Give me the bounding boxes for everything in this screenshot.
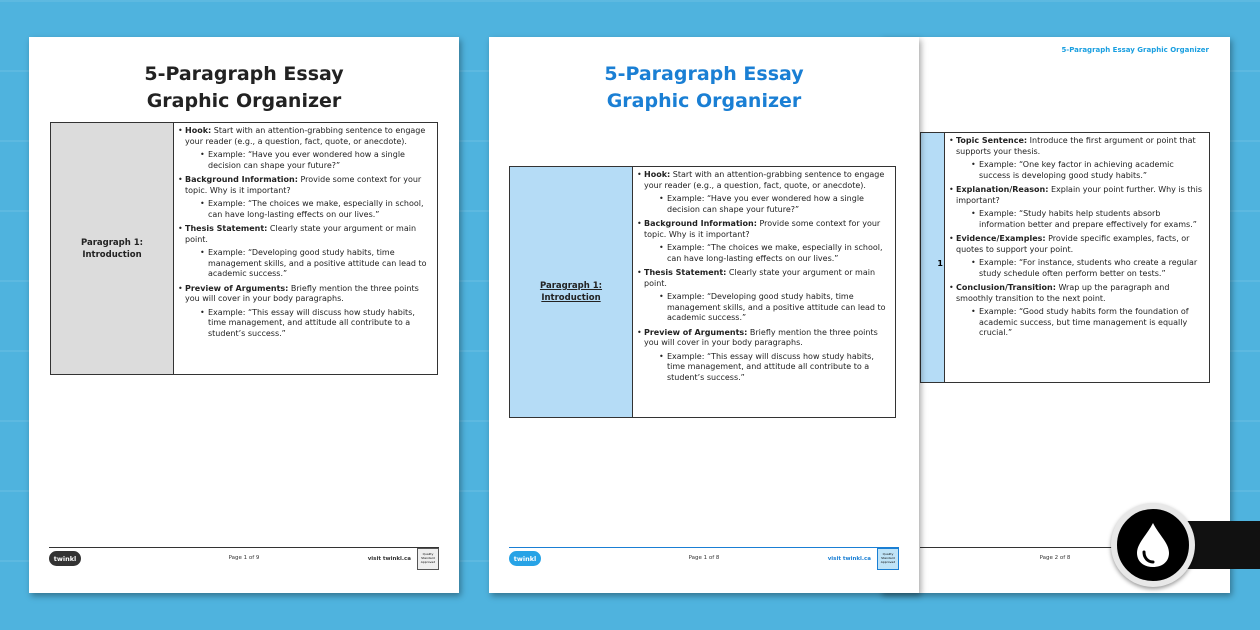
table-label-cell: Paragraph 1: Introduction bbox=[510, 167, 633, 417]
page-number: Page 2 of 8 bbox=[1039, 555, 1071, 561]
example-item: • Example: “For instance, students who create a regular study schedule often perform better on tests.” bbox=[949, 258, 1205, 279]
quality-badge-icon: Quality Standard Approved bbox=[877, 548, 899, 570]
water-drop-icon bbox=[1133, 521, 1173, 569]
example-item: • Example: “This essay will discuss how study habits, time management, and attitude all contribute to a student’s success.” bbox=[178, 308, 433, 340]
table-content-cell bbox=[174, 123, 437, 374]
list-item: • Background Information: Provide some context for your topic. Why is it important? bbox=[637, 219, 891, 240]
list-item: • Evidence/Examples: Provide specific examples, facts, or quotes to support your point. bbox=[949, 234, 1205, 255]
worksheet-page-3 bbox=[880, 37, 1230, 593]
example-item: • Example: “Have you ever wondered how a single decision can shape your future?” bbox=[178, 150, 433, 171]
visit-link: visit twinkl.ca bbox=[827, 556, 871, 562]
list-item: • Hook: Start with an attention-grabbing sentence to engage your reader (e.g., a question, fact, quote, or anecdote). bbox=[637, 170, 891, 191]
example-item: • Example: “Have you ever wondered how a single decision can shape your future?” bbox=[637, 194, 891, 215]
example-item: • Example: “One key factor in achieving academic success is developing good study habits.” bbox=[949, 160, 1205, 181]
page-number: Page 1 of 9 bbox=[228, 555, 260, 561]
example-item: • Example: “The choices we make, especially in school, can have long-lasting effects on our lives.” bbox=[178, 199, 433, 220]
example-item: • Example: “This essay will discuss how study habits, time management, and attitude all contribute to a student’s success.” bbox=[637, 352, 891, 384]
page-number: Page 1 of 8 bbox=[688, 555, 720, 561]
page-title: 5-Paragraph Essay Graphic Organizer bbox=[604, 63, 804, 112]
organizer-table bbox=[50, 122, 438, 375]
worksheet-page-1 bbox=[29, 37, 459, 593]
twinkl-logo: twinkl bbox=[509, 551, 541, 566]
list-item: • Explanation/Reason: Explain your point further. Why is this important? bbox=[949, 185, 1205, 206]
worksheet-page-2 bbox=[489, 37, 919, 593]
quality-badge-icon: Quality Standard Approved bbox=[417, 548, 439, 570]
footer-divider bbox=[509, 547, 899, 548]
visit-link: visit twinkl.ca bbox=[367, 556, 411, 562]
page-header: 5-Paragraph Essay Graphic Organizer bbox=[1061, 46, 1209, 54]
list-item: • Preview of Arguments: Briefly mention the three points you will cover in your body paragraphs. bbox=[637, 328, 891, 349]
organizer-table bbox=[920, 132, 1210, 383]
table-content-cell bbox=[945, 133, 1209, 382]
list-item: • Thesis Statement: Clearly state your argument or main point. bbox=[637, 268, 891, 289]
list-item: • Background Information: Provide some context for your topic. Why is it important? bbox=[178, 175, 433, 196]
example-item: • Example: “Study habits help students absorb information better and prepare effectively for exams.” bbox=[949, 209, 1205, 230]
twinkl-logo: twinkl bbox=[49, 551, 81, 566]
table-content-cell bbox=[633, 167, 895, 417]
page-title: 5-Paragraph Essay Graphic Organizer bbox=[144, 63, 344, 112]
example-item: • Example: “The choices we make, especially in school, can have long-lasting effects on our lives.” bbox=[637, 243, 891, 264]
list-item: • Topic Sentence: Introduce the first argument or point that supports your thesis. bbox=[949, 136, 1205, 157]
table-label-cell: Paragraph 1: Introduction bbox=[51, 123, 174, 374]
list-item: • Thesis Statement: Clearly state your argument or main point. bbox=[178, 224, 433, 245]
example-item: • Example: “Good study habits form the foundation of academic success, but time management is equally crucial.” bbox=[949, 307, 1205, 339]
table-label-cell bbox=[921, 133, 945, 382]
list-item: • Conclusion/Transition: Wrap up the paragraph and smoothly transition to the next point. bbox=[949, 283, 1205, 304]
example-item: • Example: “Developing good study habits, time management skills, and a positive attitude can lead to academic success.” bbox=[637, 292, 891, 324]
drop-tool-button[interactable] bbox=[1111, 503, 1195, 587]
list-item: • Preview of Arguments: Briefly mention the three points you will cover in your body paragraphs. bbox=[178, 284, 433, 305]
organizer-table bbox=[509, 166, 896, 418]
list-item: • Hook: Start with an attention-grabbing sentence to engage your reader (e.g., a question, fact, quote, or anecdote). bbox=[178, 126, 433, 147]
footer-divider bbox=[49, 547, 439, 548]
example-item: • Example: “Developing good study habits, time management skills, and a positive attitude can lead to academic success.” bbox=[178, 248, 433, 280]
table-label: 1 bbox=[937, 259, 943, 268]
